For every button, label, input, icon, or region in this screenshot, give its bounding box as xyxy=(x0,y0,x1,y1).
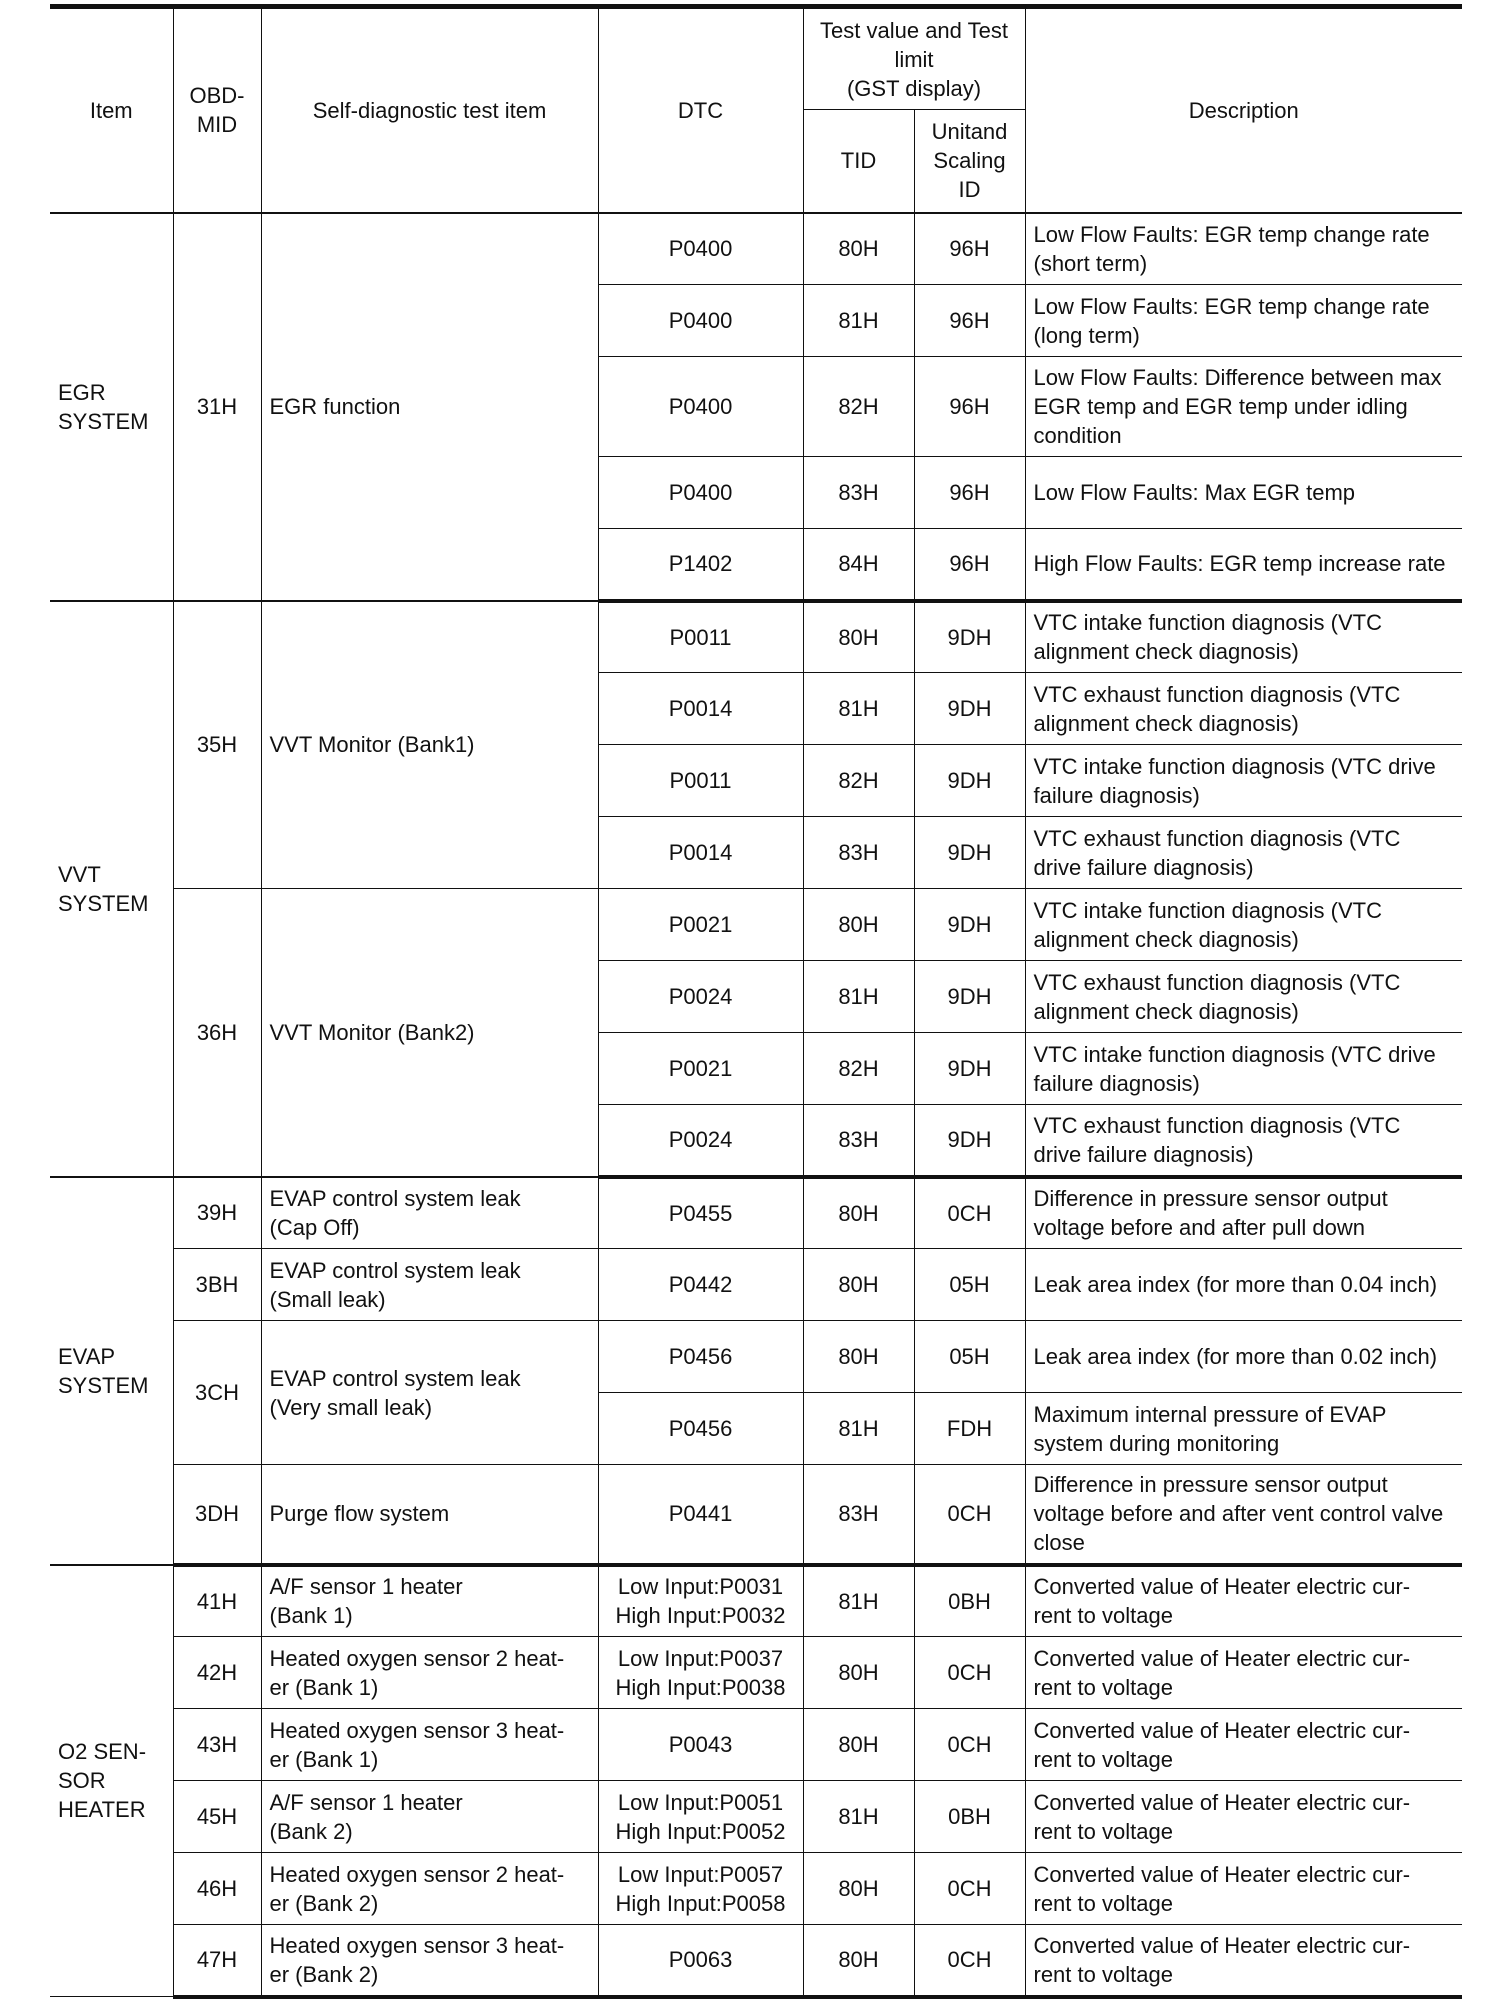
test-item-cell: EVAP control system leak (Small leak) xyxy=(261,1249,598,1321)
tid-cell: 82H xyxy=(803,1033,914,1105)
header-test-value: Test value and Test limit (GST display) xyxy=(803,7,1025,110)
test-item-cell: Heated oxygen sensor 3 heat- er (Bank 1) xyxy=(261,1709,598,1781)
tid-cell: 81H xyxy=(803,961,914,1033)
description-cell: VTC exhaust function diagnosis (VTC alignment check diagnosis) xyxy=(1025,961,1462,1033)
header-description: Description xyxy=(1025,7,1462,213)
tid-cell: 80H xyxy=(803,1249,914,1321)
unit-scaling-id-cell: 9DH xyxy=(914,1033,1025,1105)
unit-scaling-id-cell: 9DH xyxy=(914,673,1025,745)
unit-scaling-id-cell: 05H xyxy=(914,1249,1025,1321)
test-item-cell: EVAP control system leak (Cap Off) xyxy=(261,1177,598,1249)
table-row xyxy=(50,1321,1462,1393)
header-tid: TID xyxy=(803,110,914,213)
table-row xyxy=(50,1709,1462,1781)
description-cell: Difference in pressure sensor output voltage before and after vent control valve close xyxy=(1025,1465,1462,1565)
unit-scaling-id-cell: 0CH xyxy=(914,1637,1025,1709)
dtc-cell: P0021 xyxy=(598,889,803,961)
dtc-cell: Low Input:P0037 High Input:P0038 xyxy=(598,1637,803,1709)
tid-cell: 80H xyxy=(803,1853,914,1925)
unit-scaling-id-cell: 9DH xyxy=(914,1105,1025,1177)
description-cell: Converted value of Heater electric cur- rent to voltage xyxy=(1025,1853,1462,1925)
description-cell: Converted value of Heater electric cur- rent to voltage xyxy=(1025,1709,1462,1781)
test-item-cell: Heated oxygen sensor 2 heat- er (Bank 2) xyxy=(261,1853,598,1925)
table-row xyxy=(50,1781,1462,1853)
table-row xyxy=(50,1853,1462,1925)
section-1 xyxy=(50,601,1462,1177)
tid-cell: 83H xyxy=(803,457,914,529)
dtc-cell: P0014 xyxy=(598,817,803,889)
tid-cell: 80H xyxy=(803,601,914,673)
description-cell: Converted value of Heater electric cur- rent to voltage xyxy=(1025,1565,1462,1637)
system-item-cell: VVT SYSTEM xyxy=(50,601,173,1177)
obd-mid-cell: 31H xyxy=(173,213,261,601)
description-cell: VTC exhaust function diagnosis (VTC alignment check diagnosis) xyxy=(1025,673,1462,745)
description-cell: Low Flow Faults: EGR temp change rate (short term) xyxy=(1025,213,1462,285)
dtc-cell: P0400 xyxy=(598,285,803,357)
description-cell: VTC intake function diagnosis (VTC drive failure diagnosis) xyxy=(1025,745,1462,817)
obd-mid-cell: 41H xyxy=(173,1565,261,1637)
header-test-item: Self-diagnostic test item xyxy=(261,7,598,213)
table-row xyxy=(50,1177,1462,1249)
table-row xyxy=(50,1465,1462,1565)
unit-scaling-id-cell: FDH xyxy=(914,1393,1025,1465)
test-item-cell: A/F sensor 1 heater (Bank 1) xyxy=(261,1565,598,1637)
unit-scaling-id-cell: 96H xyxy=(914,357,1025,457)
tid-cell: 80H xyxy=(803,1637,914,1709)
obd-mid-cell: 47H xyxy=(173,1925,261,1997)
table-row xyxy=(50,1925,1462,1997)
test-item-cell: VVT Monitor (Bank2) xyxy=(261,889,598,1177)
unit-scaling-id-cell: 96H xyxy=(914,457,1025,529)
description-cell: VTC intake function diagnosis (VTC drive failure diagnosis) xyxy=(1025,1033,1462,1105)
unit-scaling-id-cell: 0CH xyxy=(914,1177,1025,1249)
description-cell: Converted value of Heater electric cur- rent to voltage xyxy=(1025,1637,1462,1709)
description-cell: Leak area index (for more than 0.04 inch) xyxy=(1025,1249,1462,1321)
description-cell: VTC intake function diagnosis (VTC alignment check diagnosis) xyxy=(1025,601,1462,673)
dtc-cell: P0400 xyxy=(598,357,803,457)
obd-mid-cell: 3BH xyxy=(173,1249,261,1321)
tid-cell: 83H xyxy=(803,1105,914,1177)
table-row xyxy=(50,889,1462,961)
description-cell: Difference in pressure sensor output voltage before and after pull down xyxy=(1025,1177,1462,1249)
obd-mid-cell: 45H xyxy=(173,1781,261,1853)
description-cell: VTC intake function diagnosis (VTC alignment check diagnosis) xyxy=(1025,889,1462,961)
unit-scaling-id-cell: 0CH xyxy=(914,1465,1025,1565)
table-header xyxy=(50,7,1462,213)
obd-mid-cell: 36H xyxy=(173,889,261,1177)
tid-cell: 82H xyxy=(803,745,914,817)
section-3 xyxy=(50,1565,1462,1997)
tid-cell: 80H xyxy=(803,1321,914,1393)
dtc-cell: P0024 xyxy=(598,961,803,1033)
tid-cell: 83H xyxy=(803,817,914,889)
system-item-cell: EGR SYSTEM xyxy=(50,213,173,601)
dtc-cell: P0014 xyxy=(598,673,803,745)
table-row xyxy=(50,1249,1462,1321)
tid-cell: 81H xyxy=(803,1565,914,1637)
tid-cell: 84H xyxy=(803,529,914,601)
dtc-cell: P0441 xyxy=(598,1465,803,1565)
description-cell: Low Flow Faults: EGR temp change rate (long term) xyxy=(1025,285,1462,357)
table-row xyxy=(50,1637,1462,1709)
dtc-cell: P0400 xyxy=(598,213,803,285)
description-cell: Low Flow Faults: Max EGR temp xyxy=(1025,457,1462,529)
tid-cell: 83H xyxy=(803,1465,914,1565)
dtc-cell: Low Input:P0057 High Input:P0058 xyxy=(598,1853,803,1925)
tid-cell: 80H xyxy=(803,1177,914,1249)
dtc-cell: Low Input:P0051 High Input:P0052 xyxy=(598,1781,803,1853)
dtc-cell: P0024 xyxy=(598,1105,803,1177)
description-cell: Leak area index (for more than 0.02 inch) xyxy=(1025,1321,1462,1393)
tid-cell: 81H xyxy=(803,673,914,745)
tid-cell: 80H xyxy=(803,1709,914,1781)
unit-scaling-id-cell: 9DH xyxy=(914,817,1025,889)
description-cell: High Flow Faults: EGR temp increase rate xyxy=(1025,529,1462,601)
description-cell: Maximum internal pressure of EVAP system during monitoring xyxy=(1025,1393,1462,1465)
dtc-cell: P0011 xyxy=(598,601,803,673)
dtc-cell: P0043 xyxy=(598,1709,803,1781)
dtc-cell: P1402 xyxy=(598,529,803,601)
table-row xyxy=(50,1565,1462,1637)
tid-cell: 80H xyxy=(803,213,914,285)
dtc-cell: P0442 xyxy=(598,1249,803,1321)
dtc-cell: P0063 xyxy=(598,1925,803,1997)
test-item-cell: Heated oxygen sensor 2 heat- er (Bank 1) xyxy=(261,1637,598,1709)
header-unit-scaling-id: Unitand Scaling ID xyxy=(914,110,1025,213)
unit-scaling-id-cell: 0BH xyxy=(914,1781,1025,1853)
header-obd-mid: OBD- MID xyxy=(173,7,261,213)
section-0 xyxy=(50,213,1462,601)
test-item-cell: Heated oxygen sensor 3 heat- er (Bank 2) xyxy=(261,1925,598,1997)
unit-scaling-id-cell: 0BH xyxy=(914,1565,1025,1637)
unit-scaling-id-cell: 96H xyxy=(914,213,1025,285)
dtc-cell: P0021 xyxy=(598,1033,803,1105)
header-dtc: DTC xyxy=(598,7,803,213)
test-item-cell: EVAP control system leak (Very small leak) xyxy=(261,1321,598,1465)
unit-scaling-id-cell: 0CH xyxy=(914,1853,1025,1925)
test-item-cell: VVT Monitor (Bank1) xyxy=(261,601,598,889)
system-item-cell: O2 SEN- SOR HEATER xyxy=(50,1565,173,1997)
description-cell: Low Flow Faults: Difference between max EGR temp and EGR temp under idling condition xyxy=(1025,357,1462,457)
dtc-cell: P0011 xyxy=(598,745,803,817)
obd-mid-cell: 3DH xyxy=(173,1465,261,1565)
obd-mid-cell: 39H xyxy=(173,1177,261,1249)
tid-cell: 81H xyxy=(803,1781,914,1853)
header-item: Item xyxy=(50,7,173,213)
unit-scaling-id-cell: 96H xyxy=(914,285,1025,357)
unit-scaling-id-cell: 9DH xyxy=(914,745,1025,817)
dtc-cell: P0400 xyxy=(598,457,803,529)
table-row xyxy=(50,213,1462,285)
tid-cell: 80H xyxy=(803,1925,914,1997)
table-row xyxy=(50,601,1462,673)
description-cell: Converted value of Heater electric cur- rent to voltage xyxy=(1025,1781,1462,1853)
tid-cell: 82H xyxy=(803,357,914,457)
tid-cell: 81H xyxy=(803,1393,914,1465)
obd-mid-cell: 46H xyxy=(173,1853,261,1925)
test-item-cell: A/F sensor 1 heater (Bank 2) xyxy=(261,1781,598,1853)
obd-mid-cell: 3CH xyxy=(173,1321,261,1465)
description-cell: Converted value of Heater electric cur- rent to voltage xyxy=(1025,1925,1462,1997)
system-item-cell: EVAP SYSTEM xyxy=(50,1177,173,1565)
dtc-cell: P0456 xyxy=(598,1321,803,1393)
unit-scaling-id-cell: 0CH xyxy=(914,1709,1025,1781)
test-item-cell: Purge flow system xyxy=(261,1465,598,1565)
dtc-cell: P0456 xyxy=(598,1393,803,1465)
tid-cell: 81H xyxy=(803,285,914,357)
unit-scaling-id-cell: 9DH xyxy=(914,961,1025,1033)
unit-scaling-id-cell: 9DH xyxy=(914,601,1025,673)
obd-mid-cell: 43H xyxy=(173,1709,261,1781)
description-cell: VTC exhaust function diagnosis (VTC drive failure diagnosis) xyxy=(1025,1105,1462,1177)
obd-mid-cell: 35H xyxy=(173,601,261,889)
dtc-cell: P0455 xyxy=(598,1177,803,1249)
unit-scaling-id-cell: 96H xyxy=(914,529,1025,601)
unit-scaling-id-cell: 0CH xyxy=(914,1925,1025,1997)
unit-scaling-id-cell: 9DH xyxy=(914,889,1025,961)
dtc-cell: Low Input:P0031 High Input:P0032 xyxy=(598,1565,803,1637)
tid-cell: 80H xyxy=(803,889,914,961)
unit-scaling-id-cell: 05H xyxy=(914,1321,1025,1393)
test-item-cell: EGR function xyxy=(261,213,598,601)
description-cell: VTC exhaust function diagnosis (VTC drive failure diagnosis) xyxy=(1025,817,1462,889)
obd-mid-cell: 42H xyxy=(173,1637,261,1709)
section-2 xyxy=(50,1177,1462,1565)
obd-test-table xyxy=(50,4,1462,1999)
